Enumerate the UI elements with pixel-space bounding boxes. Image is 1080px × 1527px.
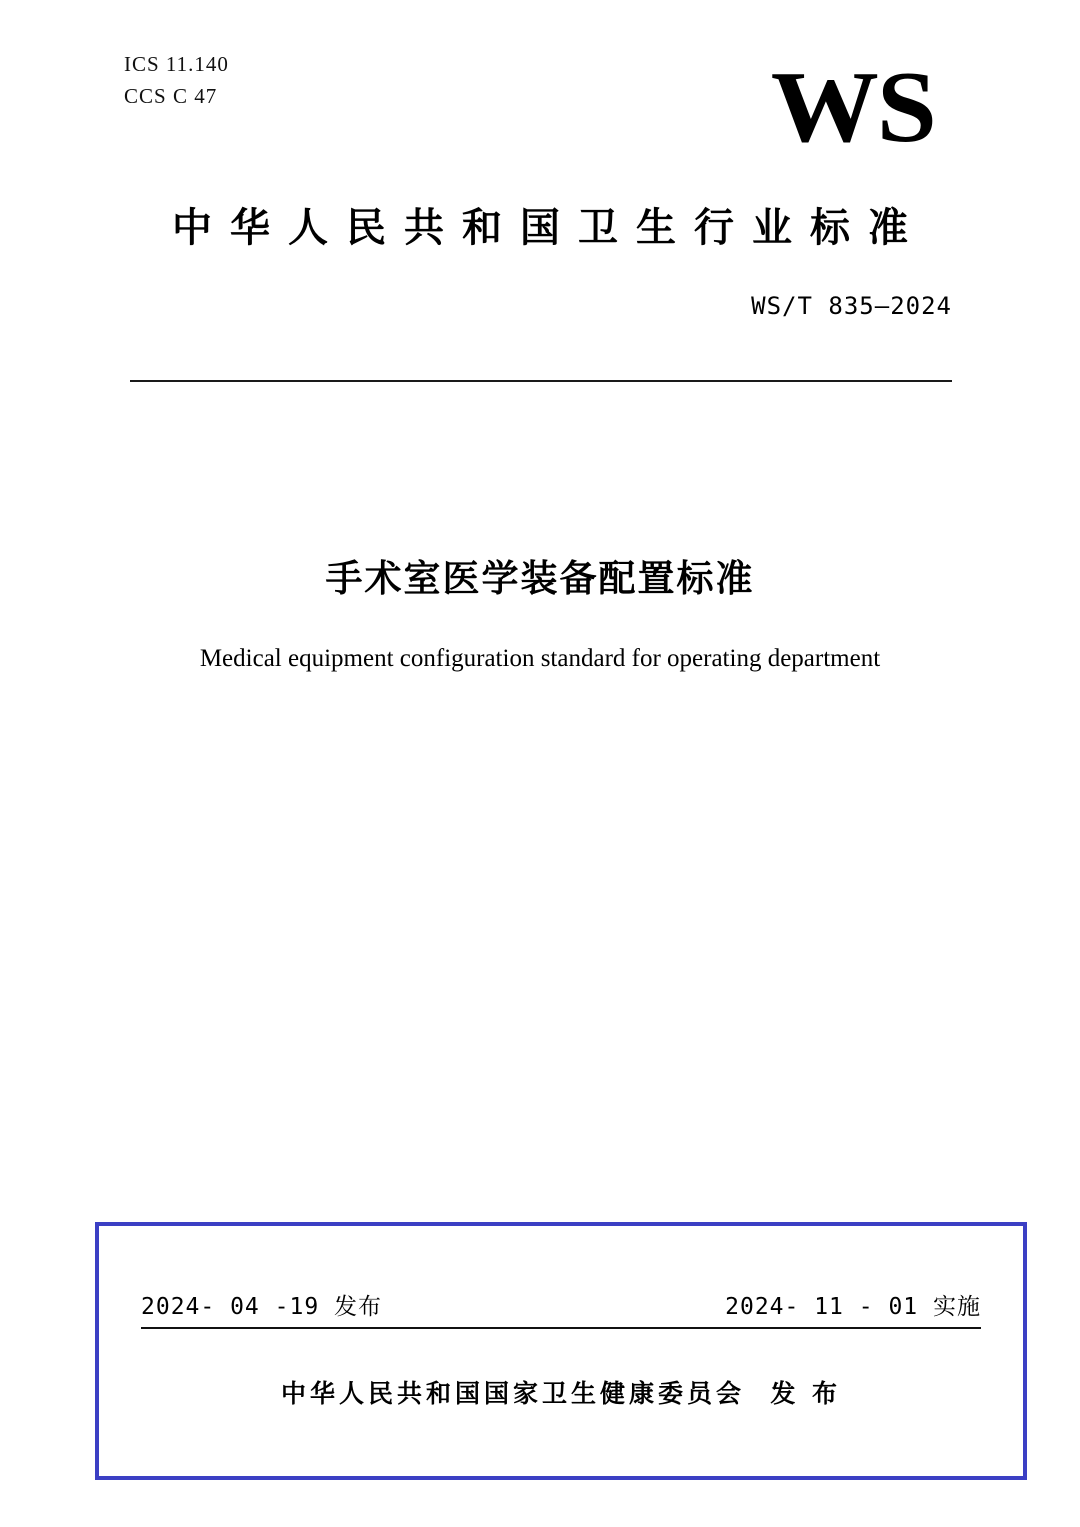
header-divider — [130, 380, 952, 382]
gov-standard-title: 中华人民共和国卫生行业标准 — [172, 205, 926, 251]
standard-number: WS/T 835—2024 — [751, 292, 952, 320]
document-title-chinese: 手术室医学装备配置标准 — [325, 557, 755, 600]
implementation-date: 2024- 11 - 01 实施 — [725, 1294, 981, 1320]
ws-logo: WS — [770, 51, 935, 164]
ccs-code: CCS C 47 — [124, 84, 218, 108]
issuer-line: 中华人民共和国国家卫生健康委员会 发 布 — [280, 1379, 842, 1408]
release-date: 2024- 04 -19 发布 — [141, 1294, 383, 1320]
document-title-english: Medical equipment configuration standard for operating department — [199, 645, 881, 672]
ics-code: ICS 11.140 — [124, 52, 229, 76]
footer-box — [95, 1222, 1027, 1480]
footer-dates — [141, 1288, 981, 1329]
classification-codes — [124, 48, 229, 112]
